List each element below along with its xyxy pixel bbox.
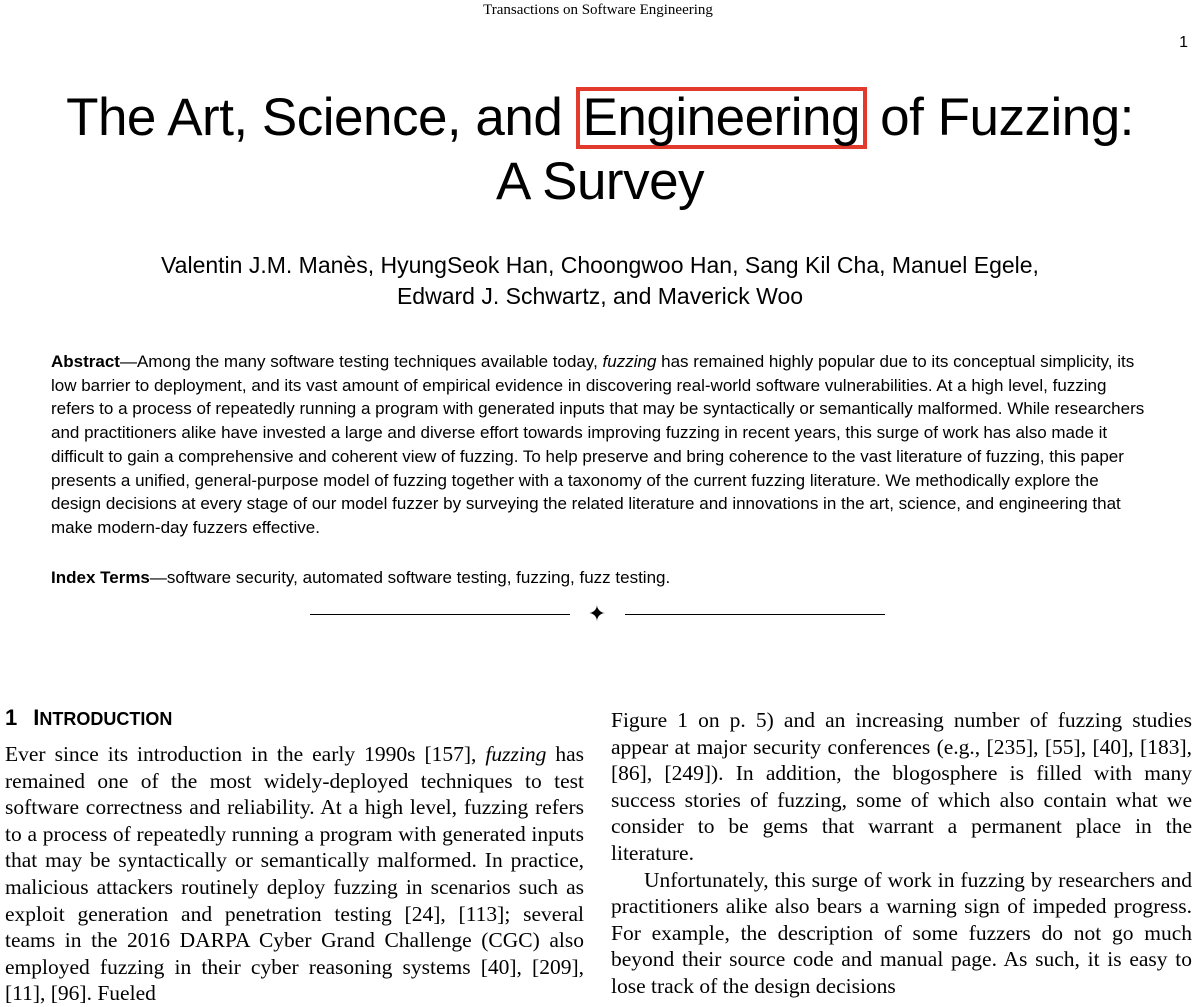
section-title-rest: NTRODUCTION: [39, 709, 173, 729]
paper-title: [0, 86, 1200, 214]
right-column: [611, 707, 1192, 1000]
abstract-label: Abstract: [51, 352, 120, 371]
authors-line-1: Valentin J.M. Manès, HyungSeok Han, Choongwoo Han, Sang Kil Cha, Manuel Egele,: [161, 252, 1039, 278]
index-terms: [51, 566, 1151, 590]
title-part-1: The Art, Science, and: [66, 88, 577, 147]
index-terms-label: Index Terms: [51, 568, 150, 587]
divider-line-left: [310, 614, 570, 615]
abstract: [51, 350, 1151, 540]
intro-text-2: has remained one of the most widely-deployed techniques to test software correctness and reliability. At a high level, fuzzing refers to a process of repeatedly running a program with generated inputs that may be syntactically or semantically malformed. In practice, malicious attackers routinely deploy fuzzing in scenarios such as exploit generation and penetration testing [24], [113]; several teams in the 2016 DARPA Cyber Grand Challenge (CGC) also employed fuzzing in their cyber reasoning systems [40], [209], [11], [96]. Fueled: [5, 742, 584, 1006]
authors-line-2: Edward J. Schwartz, and Maverick Woo: [396, 283, 804, 309]
title-part-2: of Fuzzing:: [865, 88, 1134, 147]
abstract-text-2: has remained highly popular due to its conceptual simplicity, its low barrier to deployment, and its vast amount of empirical evidence in discovering real-world software vulnerabilities. At a high level, fuzzing refers to a process of repeatedly running a program with generated inputs that may be syntactically or semantically malformed. While researchers and practitioners alike have invested a large and diverse effort towards improving fuzzing in recent years, this surge of work has also made it difficult to gain a comprehensive and coherent view of fuzzing. To help preserve and bring coherence to the vast literature of fuzzing, this paper presents a unified, general-purpose model of fuzzing together with a taxonomy of the current fuzzing literature. We methodically explore the design decisions at every stage of our model fuzzer by surveying the related literature and innovations in the art, science, and engineering that make modern-day fuzzers effective.: [51, 352, 1145, 537]
section-number: 1: [5, 705, 18, 730]
intro-paragraph: [5, 741, 584, 1007]
index-terms-text: software security, automated software testing, fuzzing, fuzz testing.: [166, 568, 671, 587]
journal-header: Transactions on Software Engineering: [483, 2, 713, 18]
page-number: 1: [1179, 34, 1188, 51]
divider-star-icon: ✦: [587, 602, 607, 627]
left-column: [5, 741, 584, 1007]
section-divider: [0, 603, 1200, 627]
abstract-dash: —: [119, 352, 137, 371]
section-title-initial: I: [33, 705, 40, 730]
highlighted-word-box: Engineering: [576, 87, 867, 149]
index-terms-dash: —: [149, 568, 167, 587]
intro-text-1: Ever since its introduction in the early 1990s [157],: [5, 742, 486, 766]
title-line-2: A Survey: [495, 152, 705, 211]
author-list: [0, 250, 1200, 312]
intro-emphasis: fuzzing: [485, 742, 547, 766]
section-heading: [5, 705, 172, 731]
right-paragraph-2: Unfortunately, this surge of work in fuzzing by researchers and practitioners alike also bears a warning sign of impeded progress. For example, the description of some fuzzers do not go much beyond their source code and manual page. As such, it is easy to lose track of the design decisions: [611, 867, 1192, 998]
abstract-text-1: Among the many software testing techniques available today,: [136, 352, 603, 371]
divider-line-right: [625, 614, 885, 615]
abstract-emphasis: fuzzing: [602, 352, 657, 371]
right-paragraph-1: Figure 1 on p. 5) and an increasing number of fuzzing studies appear at major security conferences (e.g., [235], [55], [40], [183], [86], [249]). In addition, the blogosphere is filled with many success stories of fuzzing, some of which also contain what we consider to be gems that warrant a permanent place in the literature.: [611, 708, 1192, 865]
